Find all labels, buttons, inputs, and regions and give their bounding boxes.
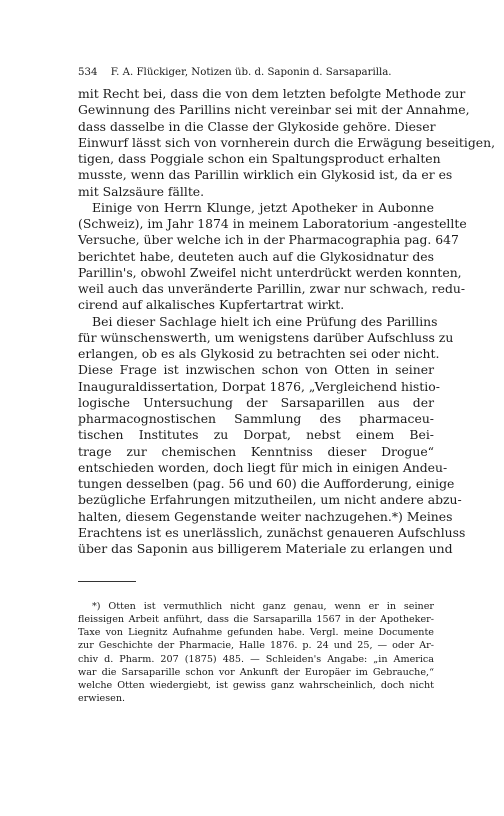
body-line: entschieden worden, doch liegt für mich in einigen Andeu- [78, 459, 448, 475]
body-line: erlangen, ob es als Glykosid zu betrachten sei oder nicht. [78, 346, 440, 361]
body-line: halten, diesem Gegenstande weiter nachzugehen.*) Meines [78, 508, 453, 524]
body-line: (Schweiz), im Jahr 1874 in meinem Laboratorium -angestellte [78, 216, 467, 231]
running-title: F. A. Flückiger, Notizen üb. d. Saponin d. Sarsaparilla. [110, 67, 392, 78]
footnote-line: fleissigen Arbeit anführt, dass die Sarsaparilla 1567 in der Apotheker- [78, 614, 434, 626]
footnote-line: chiv d. Pharm. 207 (1875) 485. — Schleiden's Angabe: „in America [78, 653, 434, 665]
body-line: tischen Institutes zu Dorpat, nebst einem Bei- [78, 427, 434, 443]
body-line: tigen, dass Poggiale schon ein Spaltungsproduct erhalten [78, 151, 441, 166]
page-number: 534 [78, 67, 98, 78]
body-line: Parillin's, obwohl Zweifel nicht unterdrückt werden konnten, [78, 264, 462, 280]
footnote-line: war die Sarsaparille schon vor Ankunft der Europäer im Gebrauche,“ [78, 666, 434, 678]
footnote-divider [78, 581, 136, 582]
paragraph-start-line: Einige von Herrn Klunge, jetzt Apotheker in Aubonne [92, 199, 434, 215]
body-line: berichtet habe, deuteten auch auf die Glykosidnatur des [78, 248, 434, 264]
body-line: tungen desselben (pag. 56 und 60) die Aufforderung, einige [78, 476, 455, 491]
footnote-line: welche Otten wiedergiebt, ist gewiss ganz wahrscheinlich, doch nicht [78, 679, 434, 691]
body-line: Erachtens ist es unerlässlich, zunächst genaueren Aufschluss [78, 524, 466, 540]
footnote-line: *) Otten ist vermuthlich nicht ganz genau, wenn er in seiner [92, 601, 434, 612]
body-text [78, 86, 496, 557]
body-line: mit Recht bei, dass die von dem letzten befolgte Methode zur [78, 86, 466, 101]
footnote-line: erwiesen. [78, 692, 126, 704]
body-line: logische Untersuchung der Sarsaparillen aus der [78, 394, 434, 410]
footnote [78, 600, 434, 705]
body-line: mit Salzsäure fällte. [78, 183, 205, 199]
body-line: Einwurf lässt sich von vornherein durch die Erwägung beseitigen, [78, 134, 496, 150]
footnote-line: zur Geschichte der Pharmacie, Halle 1876. p. 24 und 25, — oder Ar- [78, 640, 434, 652]
body-line: pharmacognostischen Sammlung des pharmaceu- [78, 411, 434, 426]
body-line: weil auch das unveränderte Parillin, zwar nur schwach, redu- [78, 281, 466, 296]
body-line: trage zur chemischen Kenntniss dieser Drogue“ [78, 443, 434, 459]
footnote-line: Taxe von Liegnitz Aufnahme gefunden habe. Vergl. meine Documente [78, 627, 434, 639]
body-line: für wünschenswerth, um wenigstens darüber Aufschluss zu [78, 329, 454, 345]
body-line: Inauguraldissertation, Dorpat 1876, „Vergleichend histio- [78, 378, 440, 394]
body-line: Diese Frage ist inzwischen schon von Otten in seiner [78, 362, 434, 378]
body-line: dass dasselbe in die Classe der Glykoside gehöre. Dieser [78, 118, 436, 134]
body-line: Versuche, über welche ich in der Pharmacographia pag. 647 [78, 232, 459, 248]
body-line: Gewinnung des Parillins nicht vereinbar sei mit der Annahme, [78, 102, 470, 118]
running-header [78, 67, 434, 78]
body-line: cirend auf alkalisches Kupfertartrat wirkt. [78, 297, 345, 313]
body-line: über das Saponin aus billigerem Materiale zu erlangen und [78, 541, 453, 556]
paragraph-start-line: Bei dieser Sachlage hielt ich eine Prüfung des Parillins [92, 313, 438, 329]
body-line: musste, wenn das Parillin wirklich ein Glykosid ist, da er es [78, 167, 453, 183]
body-line: bezügliche Erfahrungen mitzutheilen, um nicht andere abzu- [78, 492, 462, 508]
